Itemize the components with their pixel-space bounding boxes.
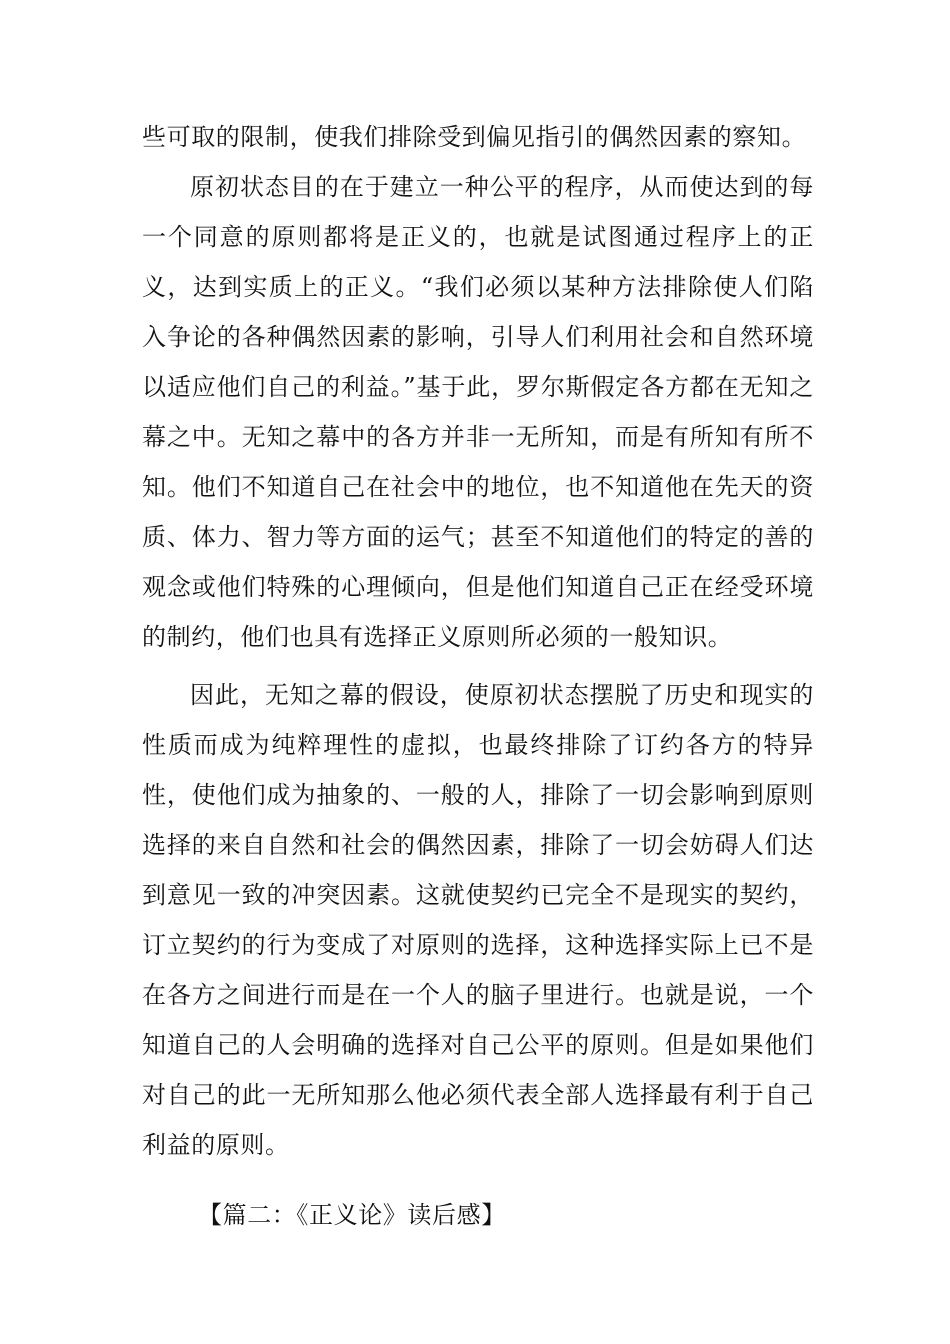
- paragraph-veil-of-ignorance: 因此，无知之幕的假设，使原初状态摆脱了历史和现实的性质而成为纯粹理性的虚拟，也最终排除了订约各方的特异性，使他们成为抽象的、一般的人，排除了一切会影响到原则选择的来自自然和社会的偶然因素，排除了一切会妨碍人们达到意见一致的冲突因素。这就使契约已完全不是现实的契约，订立契约的行为变成了对原则的选择，这种选择实际上已不是在各方之间进行而是在一个人的脑子里进行。也就是说，一个知道自己的人会明确的选择对自己公平的原则。但是如果他们对自己的此一无所知那么他必须代表全部人选择最有利于自己利益的原则。: [142, 681, 814, 1159]
- section-heading: 【篇二：《正义论》读后感】: [198, 1201, 506, 1229]
- paragraph-continuation: 些可取的限制，使我们排除受到偏见指引的偶然因素的察知。: [142, 123, 807, 151]
- document-page: [142, 112, 814, 1240]
- paragraph-original-position: 原初状态目的在于建立一种公平的程序，从而使达到的每一个同意的原则都将是正义的，也就是试图通过程序上的正义，达到实质上的正义。“我们必须以某种方法排除使人们陷入争论的各种偶然因素的影响，引导人们利用社会和自然环境以适应他们自己的利益。”基于此，罗尔斯假定各方都在无知之幕之中。无知之幕中的各方并非一无所知，而是有所知有所不知。他们不知道自己在社会中的地位，也不知道他在先天的资质、体力、智力等方面的运气；甚至不知道他们的特定的善的观念或他们特殊的心理倾向，但是他们知道自己正在经受环境的制约，他们也具有选择正义原则所必须的一般知识。: [142, 173, 814, 651]
